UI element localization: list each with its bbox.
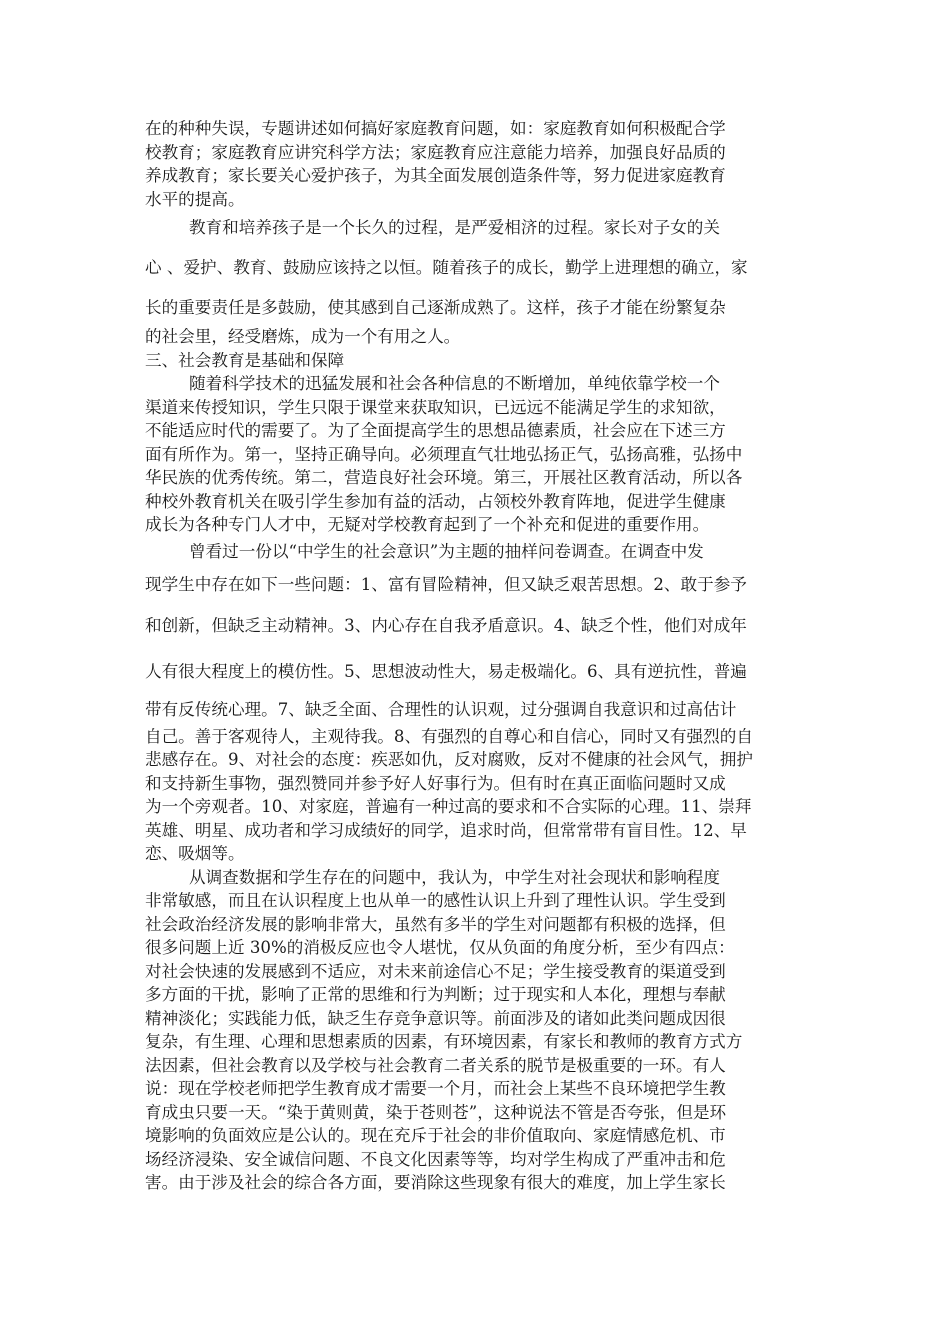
text-line: 悲感存在。9、对社会的态度：疾恶如仇，反对腐败，反对不健康的社会风气，拥护	[145, 750, 753, 769]
text-line: 育成虫只要一天。“染于黄则黄，染于苍则苍”，这种说法不管是否夸张，但是环	[145, 1102, 727, 1122]
text-line: 和创新，但缺乏主动精神。3、内心存在自我矛盾意识。4、缺乏个性，他们对成年	[145, 615, 747, 635]
text-line: 很多问题上近 30%的消极反应也令人堪忧，仅从负面的角度分析，至少有四点：	[145, 938, 735, 957]
text-line: 英雄、明星、成功者和学习成绩好的同学，追求时尚，但常常带有盲目性。12、早	[145, 820, 747, 840]
text-line: 不能适应时代的需要了。为了全面提高学生的思想品德素质，社会应在下述三方	[145, 421, 726, 440]
text-line: 社会政治经济发展的影响非常大，虽然有多半的学生对问题都有积极的选择，但	[145, 914, 726, 934]
text-line: 成长为各种专门人才中，无疑对学校教育起到了一个补充和促进的重要作用。	[145, 515, 710, 534]
paragraph-start-line: 从调查数据和学生存在的问题中，我认为，中学生对社会现状和影响程度	[189, 867, 720, 887]
text-line: 恋、吸烟等。	[145, 844, 245, 863]
text-line: 复杂，有生理、心理和思想素质的因素，有环境因素，有家长和教师的教育方式方	[145, 1032, 743, 1051]
text-line: 校教育；家庭教育应讲究科学方法；家庭教育应注意能力培养，加强良好品质的	[145, 142, 726, 162]
text-line: 害。由于涉及社会的综合各方面，要消除这些现象有很大的难度，加上学生家长	[145, 1173, 726, 1192]
text-line: 精神淡化；实践能力低，缺乏生存竞争意识等。前面涉及的诸如此类问题成因很	[145, 1008, 726, 1028]
text-line: 的社会里，经受磨炼，成为一个有用之人。	[145, 327, 461, 346]
text-line: 人有很大程度上的模仿性。5、思想波动性大，易走极端化。6、具有逆抗性，普遍	[145, 661, 747, 681]
text-line	[145, 1195, 807, 1219]
paragraph-start-line: 随着科学技术的迅猛发展和社会各种信息的不断增加，单纯依靠学校一个	[189, 374, 720, 393]
text-line: 对社会快速的发展感到不适应，对未来前途信心不足；学生接受教育的渠道受到	[145, 961, 726, 981]
text-line: 种校外教育机关在吸引学生参加有益的活动，占领校外教育阵地，促进学生健康	[145, 491, 726, 511]
text-line: 渠道来传授知识，学生只限于课堂来获取知识，已远远不能满足学生的求知欲，	[145, 397, 726, 417]
text-line: 境影响的负面效应是公认的。现在充斥于社会的非价值取向、家庭情感危机、市	[145, 1126, 726, 1145]
text-line: 场经济浸染、安全诚信问题、不良文化因素等等，均对学生构成了严重冲击和危	[145, 1149, 726, 1169]
text-line: 在的种种失误，专题讲述如何搞好家庭教育问题，如：家庭教育如何积极配合学	[145, 119, 726, 138]
text-line: 带有反传统心理。7、缺乏全面、合理性的认识观，过分强调自我意识和过高估计	[145, 699, 737, 719]
text-line: 华民族的优秀传统。第二，营造良好社会环境。第三，开展社区教育活动，所以各	[145, 468, 743, 487]
document-page	[145, 117, 807, 1218]
paragraph-start-line: 曾看过一份以“中学生的社会意识”为主题的抽样问卷调查。在调查中发	[189, 541, 704, 561]
text-line: 多方面的干扰，影响了正常的思维和行为判断；过于现实和人本化，理想与奉献	[145, 985, 726, 1004]
text-line: 和支持新生事物，强烈赞同并参予好人好事行为。但有时在真正面临问题时又成	[145, 773, 726, 793]
text-line: 水平的提高。	[145, 189, 245, 209]
text-line: 心 、爱护、教育、鼓励应该持之以恒。随着孩子的成长，勤学上进理想的确立，家	[145, 258, 748, 277]
text-line: 长的重要责任是多鼓励，使其感到自己逐渐成熟了。这样，孩子才能在纷繁复杂	[145, 298, 726, 317]
text-line: 法因素，但社会教育以及学校与社会教育二者关系的脱节是极重要的一环。有人	[145, 1055, 726, 1075]
text-line: 现学生中存在如下一些问题：1、富有冒险精神，但又缺乏艰苦思想。2、敢于参予	[145, 574, 747, 594]
text-line: 说：现在学校老师把学生教育成才需要一个月，而社会上某些不良环境把学生教	[145, 1079, 726, 1098]
text-line: 面有所作为。第一，坚持正确导向。必须理直气壮地弘扬正气，弘扬高雅，弘扬中	[145, 444, 743, 464]
text-line: 养成教育；家长要关心爱护孩子，为其全面发展创造条件等，努力促进家庭教育	[145, 166, 726, 185]
text-line: 自己。善于客观待人，主观待我。8、有强烈的自尊心和自信心，同时又有强烈的自	[145, 726, 753, 746]
text-line: 非常敏感，而且在认识程度上也从单一的感性认识上升到了理性认识。学生受到	[145, 891, 726, 910]
text-line: 为一个旁观者。10、对家庭，普遍有一种过高的要求和不合实际的心理。11、崇拜	[145, 797, 752, 816]
section-heading: 三、社会教育是基础和保障	[145, 350, 345, 370]
paragraph-start-line: 教育和培养孩子是一个长久的过程，是严爱相济的过程。家长对子女的关	[189, 218, 720, 237]
